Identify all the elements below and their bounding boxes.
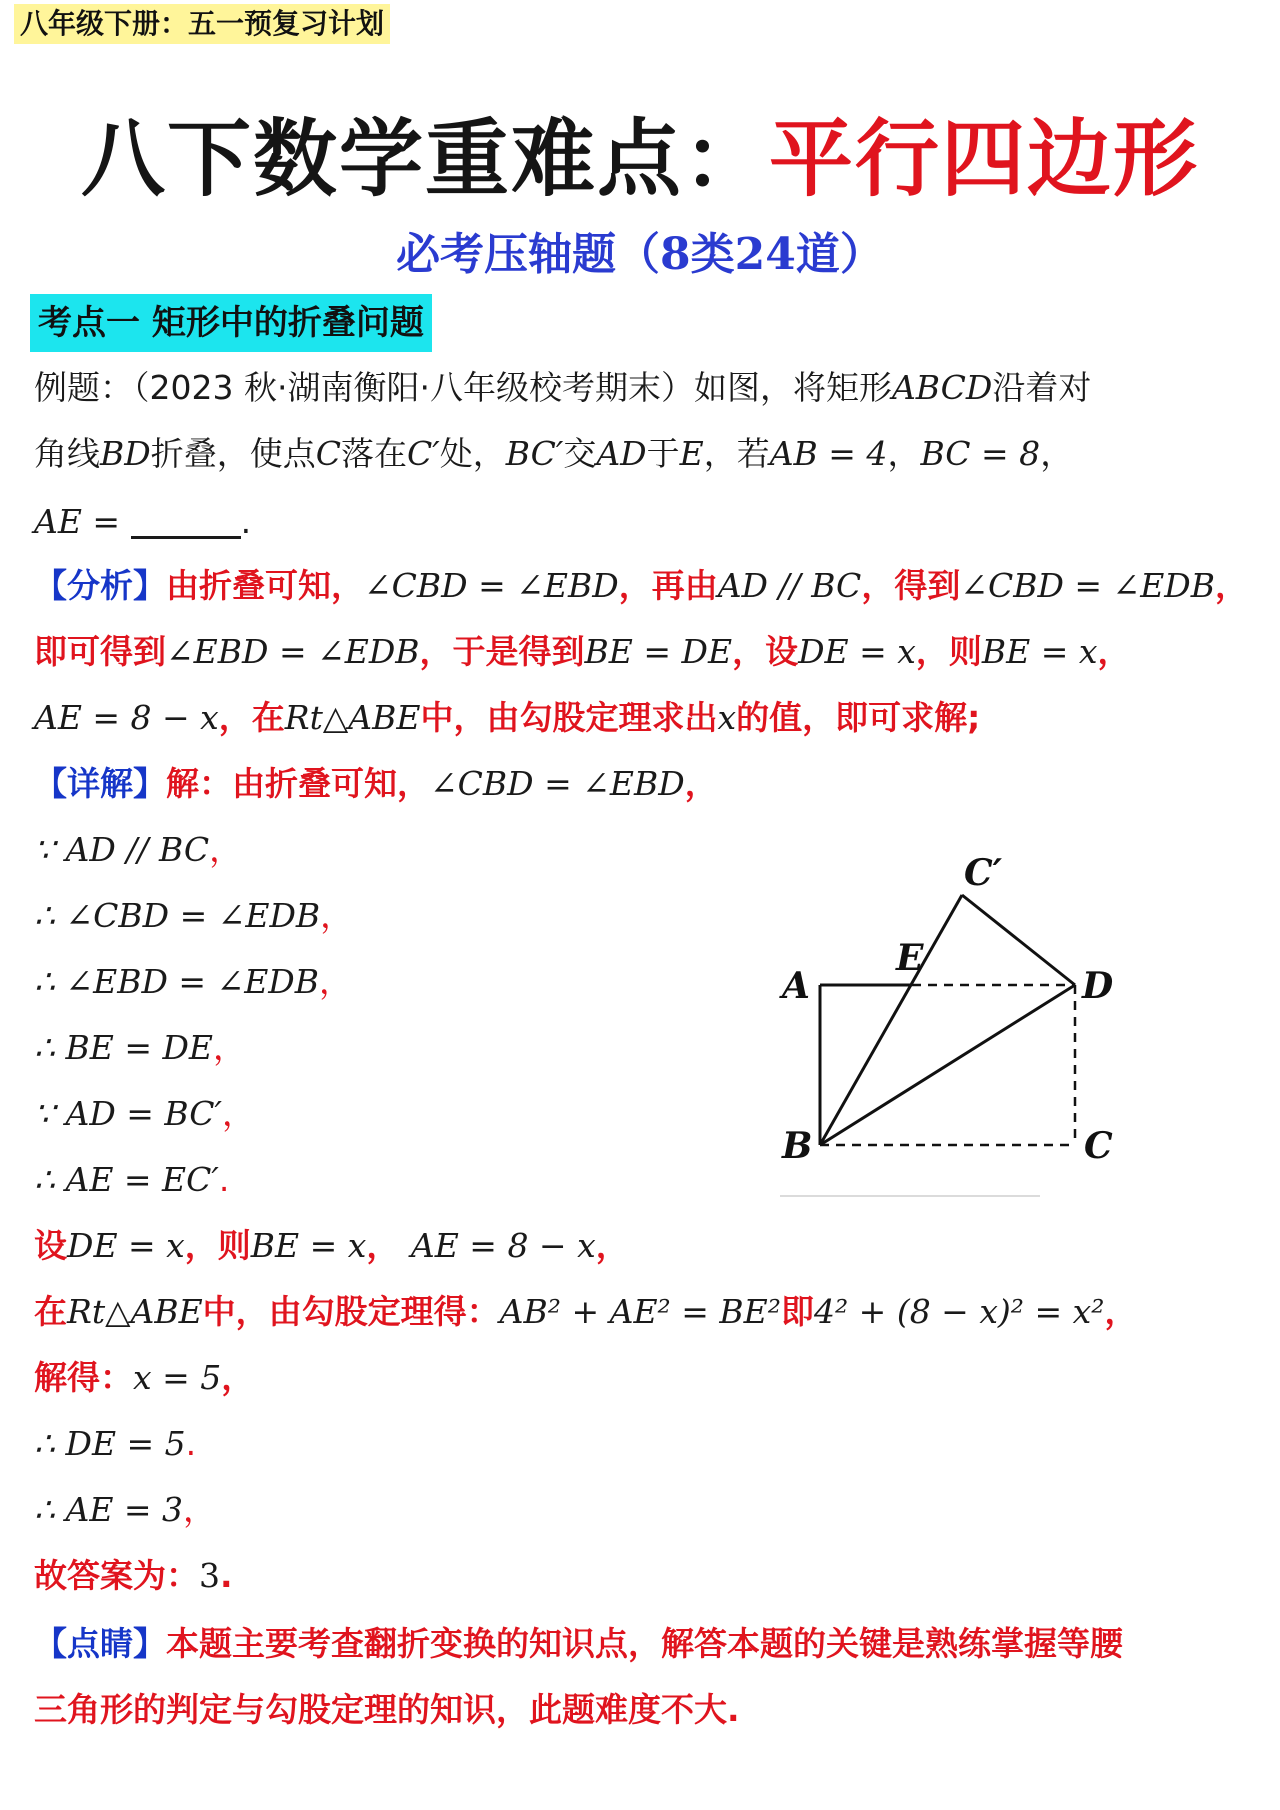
analysis-line-1 [34,562,1248,610]
math: ∴ DE = 5 [34,1424,186,1463]
math: 4² + (8 − x)² = x² [813,1292,1105,1331]
label-C: C [1084,1125,1113,1167]
math: ∵ AD = BC′ [34,1094,223,1133]
math: ∠CBD = ∠EBD [364,566,619,605]
math: AE = 8 − x [34,698,219,737]
math: AE = [34,502,121,541]
label-B: B [782,1125,813,1167]
math: x = 5 [133,1358,222,1397]
math: ABCD [891,368,993,407]
problem-text: 落在 [340,434,407,473]
solution-tag: 【详解】 [34,764,166,803]
math: BE = x [250,1226,367,1265]
solution-text: ， [183,1490,217,1529]
problem-text: 沿着对 [992,368,1092,407]
math: ∴ ∠CBD = ∠EDB [34,896,321,935]
solution-text: 解得： [34,1358,133,1397]
math: ∠CBD = ∠EDB [960,566,1215,605]
math: ∴ BE = DE [34,1028,214,1067]
problem-text: ， [887,434,921,473]
edge-CprimeD [962,895,1075,985]
analysis-text: ，再由 [618,566,718,605]
solution-line-7 [34,1222,629,1270]
problem-text: . [240,502,252,541]
solution-line-4 [34,1024,246,1072]
problem-text: 交 [563,434,597,473]
math: AB² + AE² = BE² [499,1292,781,1331]
analysis-text: ，得到 [861,566,961,605]
page-title [0,92,1280,213]
solution-line-9 [34,1354,254,1402]
label-Cprime: C′ [964,852,1003,894]
solution-line-8 [34,1288,1138,1336]
problem-text: 折叠，使点 [150,434,316,473]
solution-text: 即 [780,1292,814,1331]
math: BD [100,434,151,473]
edge-BCprime [820,895,962,1145]
solution-line-2 [34,892,353,940]
analysis-text: ， [1097,632,1131,671]
math: AD // BC [717,566,862,605]
solution-line-3 [34,958,352,1006]
solution-text: ， [209,830,243,869]
math: AE = 8 − x [410,1226,596,1265]
solution-text: 中，由勾股定理得： [202,1292,500,1331]
problem-text: 角线 [34,434,100,473]
solution-text: ， [213,1028,247,1067]
solution-line-11 [34,1486,216,1534]
diagonal-BD [820,985,1075,1145]
solution-text: 解：由折叠可知， [166,764,430,803]
solution-text: . [218,1160,230,1199]
math: E [679,434,704,473]
answer-blank [131,508,241,539]
solution-line-1 [34,826,242,874]
problem-text: 处， [439,434,506,473]
math: x [717,698,737,737]
solution-text: ， [221,1358,255,1397]
analysis-text: 由折叠可知， [166,566,364,605]
solution-line-6 [34,1156,229,1204]
solution-text: ， [366,1226,400,1265]
solution-text: ，则 [184,1226,251,1265]
math: ∴ AE = EC′ [34,1160,219,1199]
math: 3 [199,1556,220,1595]
problem-text: 于 [646,434,680,473]
math: BE = DE [584,632,733,671]
solution-text: . [220,1556,233,1595]
comment-line-2 [34,1686,740,1734]
comment-text: 本题主要考查翻折变换的知识点，解答本题的关键是熟练掌握等腰 [166,1624,1123,1663]
math: DE = x [67,1226,185,1265]
solution-text: 设 [34,1226,67,1265]
problem-line-3 [34,498,251,546]
analysis-text: 中，由勾股定理求出 [420,698,718,737]
label-E: E [896,937,924,979]
analysis-text: 即可得到 [34,632,166,671]
solution-text: 故答案为： [34,1556,199,1595]
math: C [315,434,341,473]
solution-text: ， [319,962,353,1001]
math: ∠CBD = ∠EBD [430,764,685,803]
fold-figure [760,840,1180,1210]
math: Rt△ABE [284,698,421,737]
solution-text: ， [595,1226,629,1265]
problem-line-2 [34,430,1073,478]
page-subtitle: 必考压轴题（8类24道） [396,229,884,280]
comment-text: 三角形的判定与勾股定理的知识，此题难度不大. [34,1690,740,1729]
math: BC′ [505,434,564,473]
solution-text: ， [320,896,354,935]
label-D: D [1082,965,1114,1007]
math: Rt△ABE [67,1292,203,1331]
title-main: 八下数学重难点： [80,109,769,208]
section-heading: 考点一 矩形中的折叠问题 [30,294,432,352]
math: C′ [406,434,440,473]
math: BE = x [981,632,1098,671]
math: ∠EBD = ∠EDB [166,632,420,671]
label-A: A [782,965,810,1007]
solution-line-12 [34,1552,233,1600]
analysis-line-3 [34,694,980,742]
solution-text: . [185,1424,197,1463]
analysis-tag: 【分析】 [34,566,166,605]
problem-text: ， [1040,434,1074,473]
problem-text: 例题：（2023 秋·湖南衡阳·八年级校考期末）如图，将矩形 [34,368,892,407]
solution-text: 在 [34,1292,67,1331]
title-topic: 平行四边形 [769,109,1200,208]
math: DE = x [798,632,916,671]
grade-tag: 八年级下册：五一预复习计划 [14,4,390,44]
problem-text: ，若 [703,434,770,473]
analysis-text: ，则 [915,632,982,671]
solution-text: ， [222,1094,256,1133]
math: BC = 8 [920,434,1041,473]
math: ∴ ∠EBD = ∠EDB [34,962,320,1001]
solution-line-5 [34,1090,255,1138]
analysis-text: ，设 [732,632,799,671]
solution-line-0 [34,760,718,808]
math: AB = 4 [769,434,888,473]
analysis-text: ， [1215,566,1248,605]
problem-line-1 [34,364,1091,412]
math: ∴ AE = 3 [34,1490,184,1529]
comment-line-1 [34,1620,1123,1668]
analysis-text: ，于是得到 [419,632,585,671]
analysis-text: 的值，即可求解; [736,698,981,737]
comment-tag: 【点睛】 [34,1624,166,1663]
solution-text: ， [684,764,718,803]
solution-line-10 [34,1420,196,1468]
math: ∵ AD // BC [34,830,210,869]
math: AD [596,434,647,473]
analysis-text: ，在 [218,698,285,737]
analysis-line-2 [34,628,1130,676]
solution-text: ， [1104,1292,1138,1331]
